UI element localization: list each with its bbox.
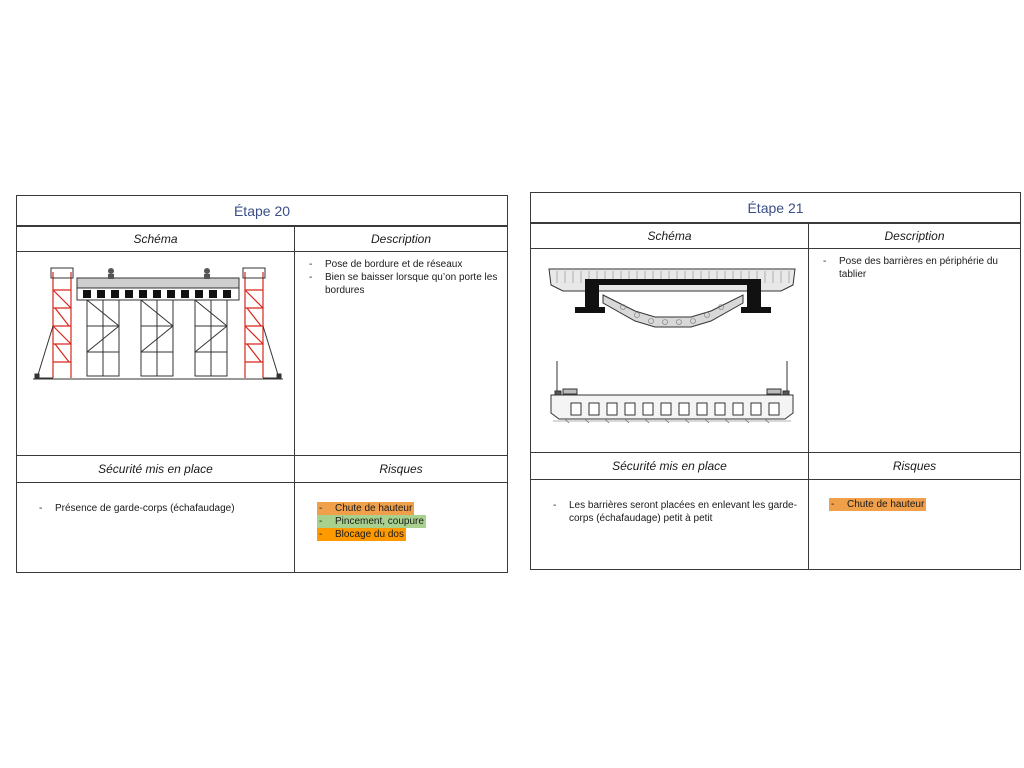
stage-21-schema-header: Schéma bbox=[647, 228, 692, 243]
risk-item: - Chute de hauteur bbox=[319, 503, 413, 514]
stage-20-title: Étape 20 bbox=[17, 196, 507, 227]
stage-20-risks-header: Risques bbox=[379, 462, 423, 476]
stage-21-risks bbox=[829, 498, 1009, 511]
stage-21-security bbox=[551, 499, 801, 525]
security-item: - Les barrières seront placées en enlevant les garde-corps (échafaudage) petit à petit bbox=[551, 499, 801, 525]
stage-20-schema-header: Schéma bbox=[133, 231, 178, 246]
description-item: - Pose de bordure et de réseaux bbox=[307, 258, 503, 271]
security-item: - Présence de garde-corps (échafaudage) bbox=[37, 502, 287, 515]
description-item: - Pose des barrières en périphérie du tablier bbox=[821, 255, 1016, 281]
stage-20-description-header: Description bbox=[370, 231, 432, 246]
stage-20-risks bbox=[317, 502, 497, 541]
risk-item: - Chute de hauteur bbox=[831, 499, 925, 510]
stage-21-description bbox=[821, 255, 1016, 281]
stage-20-table bbox=[16, 195, 508, 573]
stage-20-security bbox=[37, 502, 287, 515]
risk-item: - Blocage du dos bbox=[319, 529, 404, 540]
stage-21-risks-header: Risques bbox=[892, 459, 937, 473]
stage-21-bridge-deck-schema bbox=[545, 261, 799, 425]
stage-21-table bbox=[530, 192, 1021, 570]
stage-20-security-header: Sécurité mis en place bbox=[98, 462, 213, 476]
stage-21-description-header: Description bbox=[884, 228, 945, 243]
stage-20-description bbox=[307, 258, 503, 297]
description-item: - Bien se baisser lorsque qu’on porte les bordures bbox=[307, 271, 503, 297]
stage-21-security-header: Sécurité mis en place bbox=[612, 459, 727, 473]
stage-20-scaffold-schema bbox=[31, 266, 285, 384]
risk-item: - Pincement, coupure bbox=[319, 516, 424, 527]
stage-21-title: Étape 21 bbox=[531, 193, 1020, 224]
